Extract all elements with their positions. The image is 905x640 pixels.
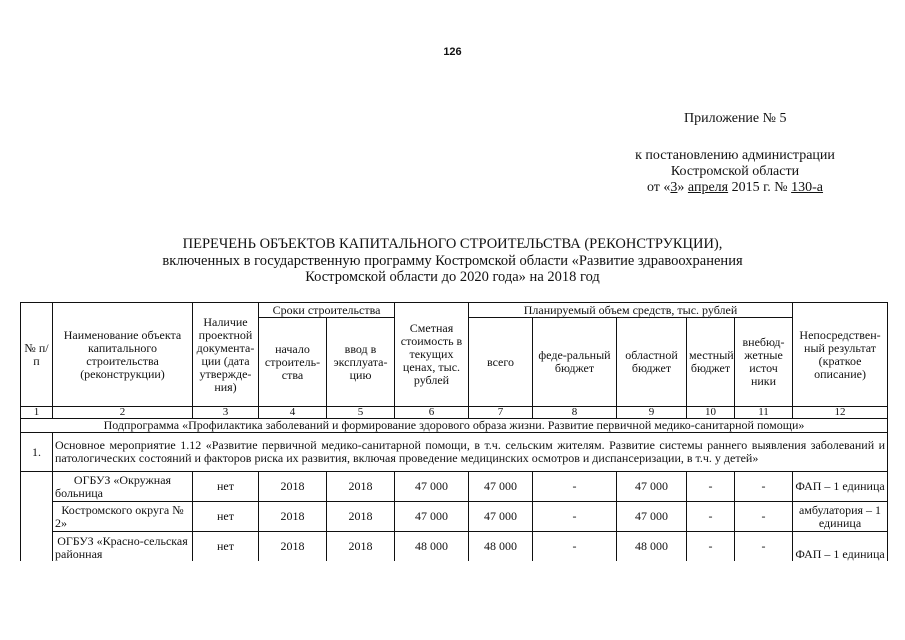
objects-table [20, 302, 888, 561]
subprogram-row [21, 419, 888, 433]
header-local: местный бюджет [687, 318, 735, 407]
col-number: 11 [735, 407, 793, 419]
table-row [21, 472, 888, 502]
header-terms: Сроки строительства [259, 303, 395, 318]
header-regional: областной бюджет [617, 318, 687, 407]
header-start: начало строитель-ства [259, 318, 327, 407]
date-mid: » [677, 180, 688, 195]
federal-cell: - [533, 532, 617, 562]
decree-number: 130-а [791, 180, 824, 195]
annex-title: Приложение № 5 [684, 111, 787, 126]
date-day: 3 [670, 180, 678, 195]
date-prefix: от « [646, 180, 671, 195]
title-line-1: ПЕРЕЧЕНЬ ОБЪЕКТОВ КАПИТАЛЬНОГО СТРОИТЕЛЬСТВА (РЕКОНСТРУКЦИИ), [182, 236, 723, 252]
col-number: 8 [533, 407, 617, 419]
title-line-3: Костромской области до 2020 года» на 2018 год [305, 269, 600, 285]
object-name: Костромского округа № 2» [53, 502, 193, 532]
start-cell: 2018 [259, 502, 327, 532]
result-cell: ФАП – 1 единица [793, 472, 888, 502]
federal-cell: - [533, 502, 617, 532]
decree-reference [600, 148, 870, 196]
commission-cell: 2018 [327, 502, 395, 532]
federal-cell: - [533, 472, 617, 502]
cost-cell: 47 000 [395, 502, 469, 532]
total-cell: 47 000 [469, 502, 533, 532]
col-number: 2 [53, 407, 193, 419]
regional-cell: 48 000 [617, 532, 687, 562]
subprogram-title: Подпрограмма «Профилактика заболеваний и формирование здорового образа жизни. Развитие первичной медико-санитарной помощи» [21, 419, 888, 433]
col-number: 6 [395, 407, 469, 419]
header-docs: Наличие проектной документа-ции (дата утвержде-ния) [193, 303, 259, 407]
object-name: ОГБУЗ «Красно-сельская районная [53, 532, 193, 562]
object-name: ОГБУЗ «Окружная больница [53, 472, 193, 502]
commission-cell: 2018 [327, 532, 395, 562]
col-number: 5 [327, 407, 395, 419]
docs-cell: нет [193, 532, 259, 562]
local-cell: - [687, 472, 735, 502]
col-number: 4 [259, 407, 327, 419]
extra-cell: - [735, 532, 793, 562]
header-federal: феде-ральный бюджет [533, 318, 617, 407]
local-cell: - [687, 502, 735, 532]
col-number: 9 [617, 407, 687, 419]
decree-line-1: к постановлению администрации [635, 148, 835, 163]
start-cell: 2018 [259, 472, 327, 502]
date-month: апреля [687, 180, 729, 195]
title-line-2: включенных в государственную программу Костромской области «Развитие здравоохранения [162, 252, 743, 269]
header-total: всего [469, 318, 533, 407]
row-number-cell [21, 532, 53, 562]
header-result: Непосредствен-ный результат (краткое описание) [793, 303, 888, 407]
col-number: 10 [687, 407, 735, 419]
header-commission: ввод в эксплуата-цию [327, 318, 395, 407]
header-extra: внебюд-жетные источ ники [735, 318, 793, 407]
document-title [0, 236, 905, 286]
cost-cell: 47 000 [395, 472, 469, 502]
commission-cell: 2018 [327, 472, 395, 502]
header-row-1 [21, 303, 888, 318]
cost-cell: 48 000 [395, 532, 469, 562]
docs-cell: нет [193, 472, 259, 502]
header-name: Наименование объекта капитального строительства (реконструкции) [53, 303, 193, 407]
result-cell: амбулатория – 1 единица [793, 502, 888, 532]
col-number: 3 [193, 407, 259, 419]
local-cell: - [687, 532, 735, 562]
col-number: 12 [793, 407, 888, 419]
date-year: 2015 г. № [728, 180, 792, 195]
table-row [21, 532, 888, 562]
total-cell: 48 000 [469, 532, 533, 562]
decree-date-line [600, 180, 870, 196]
header-planned: Планируемый объем средств, тыс. рублей [469, 303, 793, 318]
table-row [21, 502, 888, 532]
page-number: 126 [443, 46, 462, 58]
regional-cell: 47 000 [617, 502, 687, 532]
start-cell: 2018 [259, 532, 327, 562]
measure-number: 1. [21, 433, 53, 472]
extra-cell: - [735, 472, 793, 502]
result-cell: ФАП – 1 единица [793, 532, 888, 562]
measure-row [21, 433, 888, 472]
header-cost: Сметная стоимость в текущих ценах, тыс. рублей [395, 303, 469, 407]
regional-cell: 47 000 [617, 472, 687, 502]
col-number: 7 [469, 407, 533, 419]
decree-line-2: Костромской области [670, 164, 800, 179]
extra-cell: - [735, 502, 793, 532]
column-number-row [21, 407, 888, 419]
docs-cell: нет [193, 502, 259, 532]
total-cell: 47 000 [469, 472, 533, 502]
measure-description: Основное мероприятие 1.12 «Развитие первичной медико-санитарной помощи, в т.ч. сельским жителям. Развитие системы раннего выявления заболеваний и патологических состояний и факторов риска их развития, включая проведение медицинских осмотров и диспансеризации, в т.ч. у детей» [53, 433, 888, 472]
header-num: № п/п [21, 303, 53, 407]
col-number: 1 [21, 407, 53, 419]
row-number-cell [21, 472, 53, 532]
